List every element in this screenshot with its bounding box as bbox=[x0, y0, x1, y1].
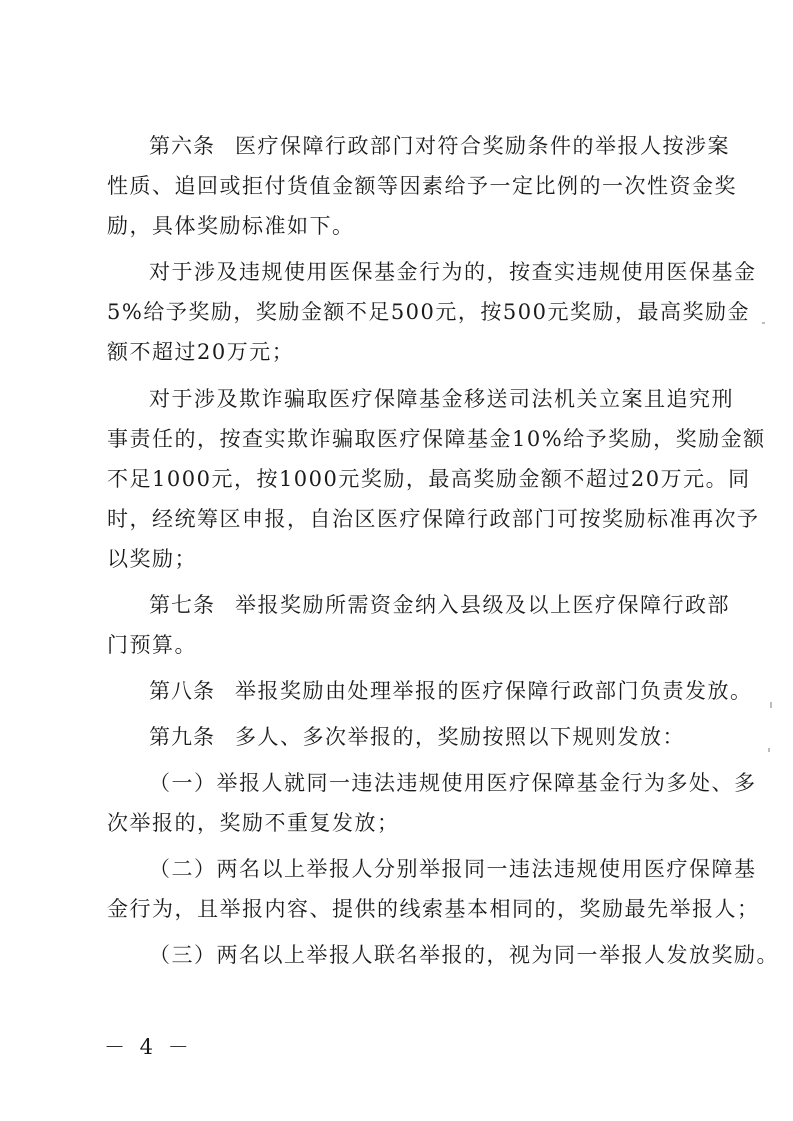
paragraph-violation-line-2: 5%给予奖励，奖励金额不足500元，按500元奖励，最高奖励金 bbox=[107, 300, 750, 324]
page-number: － 4 － bbox=[104, 1035, 193, 1059]
paragraph-fraud-line-5: 以奖励； bbox=[107, 547, 197, 571]
item-1-line-2: 次举报的，奖励不重复发放； bbox=[107, 811, 400, 835]
scan-speck bbox=[770, 702, 772, 708]
article-6-text: 医疗保障行政部门对符合奖励条件的举报人按涉案 bbox=[235, 134, 730, 158]
article-7-line-2: 门预算。 bbox=[107, 633, 197, 657]
article-6-line-3: 励，具体奖励标准如下。 bbox=[107, 214, 355, 238]
article-8-line-1 bbox=[149, 674, 753, 708]
article-7-line-1 bbox=[149, 588, 730, 622]
item-3-line-1: （三）两名以上举报人联名举报的，视为同一举报人发放奖励。 bbox=[149, 943, 779, 967]
paragraph-violation-line-3: 额不超过20万元； bbox=[107, 340, 295, 364]
item-1-line-1: （一）举报人就同一违法违规使用医疗保障基金行为多处、多 bbox=[149, 771, 757, 795]
item-2-line-1: （二）两名以上举报人分别举报同一违法违规使用医疗保障基 bbox=[149, 857, 757, 881]
article-9-label: 第九条 bbox=[149, 725, 215, 749]
paragraph-fraud-line-3: 不足1000元，按1000元奖励，最高奖励金额不超过20万元。同 bbox=[107, 467, 751, 491]
paragraph-violation-line-1: 对于涉及违规使用医保基金行为的，按查实违规使用医保基金 bbox=[149, 260, 757, 284]
article-9-line-1 bbox=[149, 720, 691, 754]
article-6-line-2: 性质、追回或拒付货值金额等因素给予一定比例的一次性资金奖 bbox=[107, 174, 737, 198]
article-6-line-1 bbox=[149, 129, 730, 163]
paragraph-fraud-line-1: 对于涉及欺诈骗取医疗保障基金移送司法机关立案且追究刑 bbox=[149, 387, 734, 411]
scan-speck bbox=[762, 322, 765, 324]
article-7-text: 举报奖励所需资金纳入县级及以上医疗保障行政部 bbox=[235, 593, 730, 617]
article-6-label: 第六条 bbox=[149, 134, 215, 158]
paragraph-fraud-line-2: 事责任的，按查实欺诈骗取医疗保障基金10%给予奖励，奖励金额 bbox=[107, 427, 766, 451]
article-7-label: 第七条 bbox=[149, 593, 215, 617]
paragraph-fraud-line-4: 时，经统筹区申报，自治区医疗保障行政部门可按奖励标准再次予 bbox=[107, 507, 760, 531]
item-2-line-2: 金行为，且举报内容、提供的线索基本相同的，奖励最先举报人； bbox=[107, 897, 760, 921]
scan-speck bbox=[768, 748, 770, 752]
article-9-text: 多人、多次举报的，奖励按照以下规则发放： bbox=[235, 725, 685, 749]
article-8-label: 第八条 bbox=[149, 679, 215, 703]
article-8-text: 举报奖励由处理举报的医疗保障行政部门负责发放。 bbox=[235, 679, 753, 703]
